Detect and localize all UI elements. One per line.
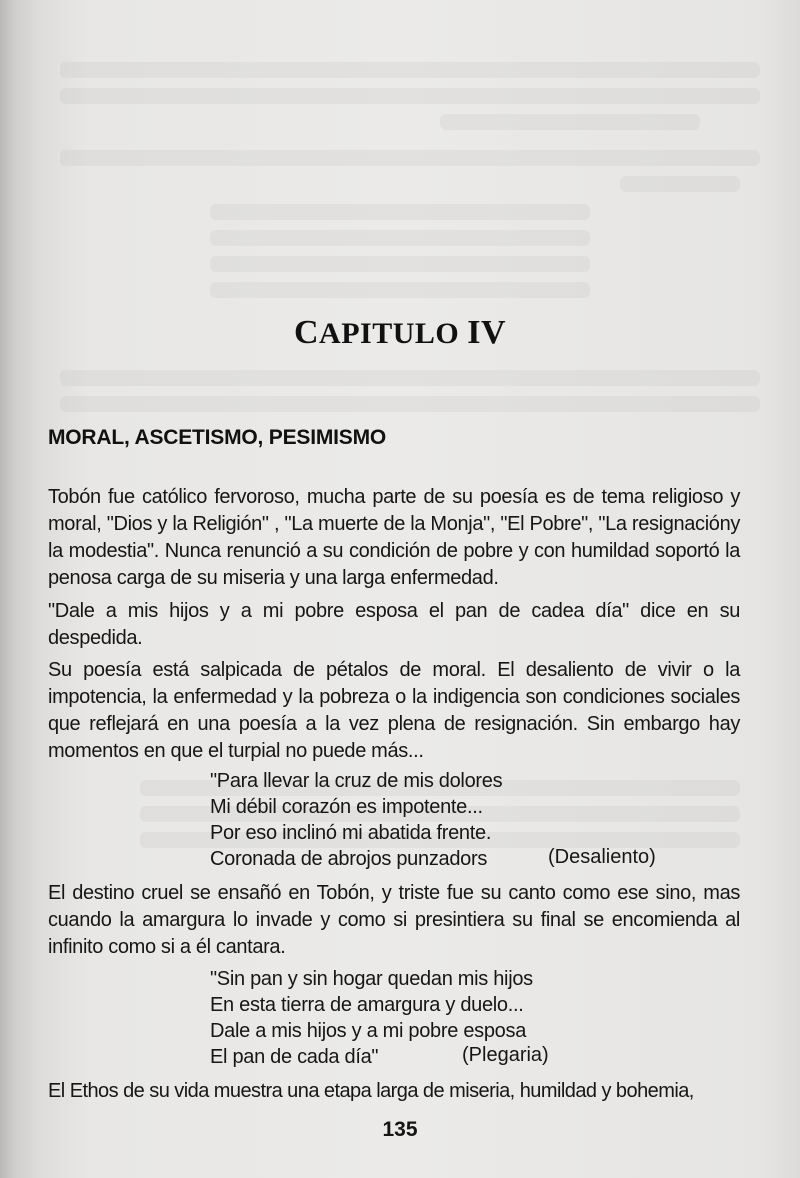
poem-line: El pan de cada día" [210,1046,379,1068]
paragraph: El Ethos de su vida muestra una etapa larga de miseria, humildad y bohemia, [48,1080,694,1102]
poem-quote [210,966,670,1070]
bleed-through-line [60,396,760,412]
bleed-through-line [60,370,760,386]
poem-attribution: (Desaliento) [548,846,656,868]
bleed-through-line [60,88,760,104]
bleed-through-line [620,176,740,192]
chapter-title [0,314,800,352]
poem-line: "Sin pan y sin hogar quedan mis hijos [210,968,533,990]
section-heading: MORAL, ASCETISMO, PESIMISMO [48,426,387,449]
bleed-through-line [210,282,590,298]
paragraph: Su poesía está salpicada de pétalos de moral. El desaliento de vivir o la impotencia, la enfermedad y la pobreza o la indigencia son condiciones sociales que reflejará en una poesía a la vez plena de resignación. Sin embargo hay momentos en que el turpial no puede más... [48,659,740,762]
bleed-through-line [210,256,590,272]
poem-line: Mi débil corazón es impotente... [210,796,483,818]
chapter-title-initial: C [293,314,320,351]
paragraph: El destino cruel se ensañó en Tobón, y triste fue su canto como ese sino, mas cuando la amargura lo invade y como si presintiera su final se encomienda al infinito como si a él cantara. [48,882,740,958]
bleed-through-line [60,62,760,78]
poem-attribution: (Plegaria) [462,1044,549,1066]
bleed-through-line [60,150,760,166]
paragraph: Tobón fue católico fervoroso, mucha parte de su poesía es de tema religioso y moral, "Dios y la Religión" , "La muerte de la Monja", "El Pobre", "La resignacióny la modestia". Nunca renunció a su condición de pobre y con humildad soportó la penosa carga de su miseria y una larga enfermedad. [48,486,740,589]
poem-line: "Para llevar la cruz de mis dolores [210,770,503,792]
poem-line: Por eso inclinó mi abatida frente. [210,822,492,844]
poem-line: Coronada de abrojos punzadors [210,848,488,870]
page-number: 135 [382,1118,418,1141]
paragraph: "Dale a mis hijos y a mi pobre esposa el pan de cadea día" dice en su despedida. [48,600,740,649]
poem-line: En esta tierra de amargura y duelo... [210,994,524,1016]
chapter-title-rest: APITULO [319,317,460,350]
bleed-through-line [210,204,590,220]
poem-line: Dale a mis hijos y a mi pobre esposa [210,1020,527,1042]
bleed-through-line [210,230,590,246]
bleed-through-line [440,114,700,130]
chapter-numeral: IV [467,314,507,351]
